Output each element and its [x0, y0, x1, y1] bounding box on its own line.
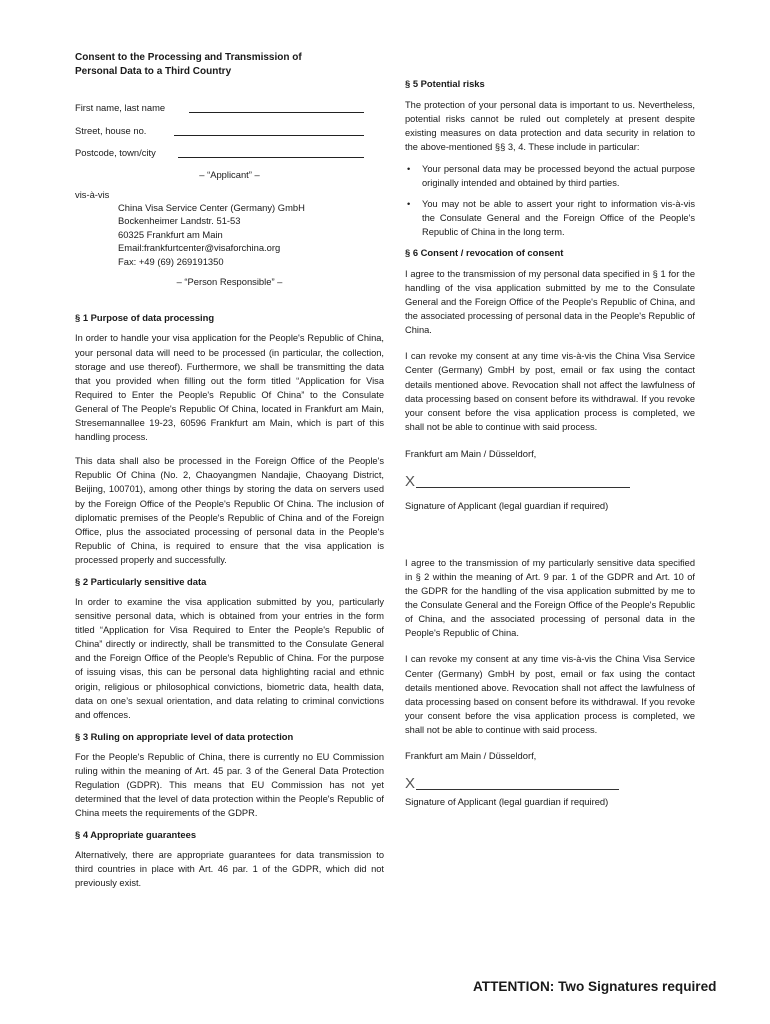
document-title-line-2: Personal Data to a Third Country	[75, 66, 232, 77]
signature-line[interactable]	[416, 789, 619, 790]
left-column	[75, 51, 384, 891]
section-1-paragraph-2: This data shall also be processed in the Foreign Office of the People's Republic Of China (No. 2, Chaoyangmen Nandajie, Chaoyang District, Beijing, 100701), among other things by storing the data on servers used by the Foreign Office of the People's Republic Of China. The inclusion of diplomatic premises of the People's Republic of China and of the Foreign Office, plus the associated processing of personal data in the People's Republic of China, is required to ensure that the visa application is processed properly and successfully.	[75, 456, 384, 565]
right-column	[405, 77, 695, 808]
signature-x-mark: X	[405, 472, 416, 490]
address-fax: Fax: +49 (69) 269191350	[118, 255, 224, 267]
signature-label-2: Signature of Applicant (legal guardian if required)	[405, 796, 609, 807]
section-3-paragraph: For the People's Republic of China, there is currently no EU Commission ruling within the meaning of Art. 45 par. 3 of the General Data Protection Regulation (GDPR). This means that EU Commission has not yet determined that the level of data protection within the People's Republic of China meets the requirements of the GDPR.	[75, 751, 384, 819]
vis-a-vis-label: vis-à-vis	[75, 188, 110, 200]
risk-item-text: Your personal data may be processed beyond the actual purpose originally intended and obtained by third parties.	[422, 164, 695, 189]
postcode-field-label: Postcode, town/city	[75, 147, 156, 158]
section-4-paragraph: Alternatively, there are appropriate guarantees for data transmission to third countries in place with Art. 46 par. 1 of the GDPR, which did not previously exist.	[75, 850, 384, 889]
street-field-row	[75, 124, 384, 147]
revocation-paragraph-1: I can revoke my consent at any time vis-à-vis the China Visa Service Center (Germany) GmbH by post, email or fax using the contact details mentioned above. Revocation shall not affect the lawfulness of data processing based on consent before its withdrawal. If you revoke your consent before the visa application process is completed, we shall not be able to continue with said process.	[405, 351, 695, 432]
bullet-icon: •	[407, 164, 411, 175]
revocation-paragraph-2: I can revoke my consent at any time vis-à-vis the China Visa Service Center (Germany) GmbH by post, email or fax using the contact details mentioned above. Revocation shall not affect the lawfulness of data processing based on consent before its withdrawal. If you revoke your consent before the visa application process is completed, we shall not be able to continue with said process.	[405, 654, 695, 735]
section-5-paragraph: The protection of your personal data is important to us. Nevertheless, potential risks cannot be ruled out completely at present despite existing measures on data protection and data security in relation to the above-mentioned §§ 3, 4. These include in particular:	[405, 100, 695, 153]
list-item	[405, 197, 695, 239]
signature-x-mark: X	[405, 775, 416, 792]
section-3-heading: § 3 Ruling on appropriate level of data protection	[75, 730, 294, 742]
street-field-line[interactable]	[174, 135, 364, 136]
signature-place-1: Frankfurt am Main / Düsseldorf,	[405, 447, 537, 459]
address-line: 60325 Frankfurt am Main	[118, 228, 223, 240]
signature-place-2: Frankfurt am Main / Düsseldorf,	[405, 750, 537, 761]
section-1-paragraph-1: In order to handle your visa application for the People's Republic of China, your personal data will need to be processed (in particular, the collection, storage and use thereof). Furthermore, we shall be transmitting the data that you provided when filling out the form titled “Application for Visa Required to Enter the People's Republic Of China” to the Consulate General of The People's Republic Of China, located in Frankfurt am Main, Stresemannallee 19-23, 60596 Frankfurt am Main, which is part of this handling process.	[75, 333, 384, 443]
section-1-heading: § 1 Purpose of data processing	[75, 312, 215, 324]
address-line: China Visa Service Center (Germany) GmbH	[118, 201, 305, 213]
section-4-heading: § 4 Appropriate guarantees	[75, 829, 197, 841]
person-responsible-label: – “Person Responsible” –	[176, 276, 283, 288]
signature-field-2[interactable]	[405, 775, 695, 801]
section-2-heading: § 2 Particularly sensitive data	[75, 575, 207, 587]
name-field-line[interactable]	[189, 112, 364, 113]
signature-line[interactable]	[416, 487, 630, 488]
consent-paragraph-2: I agree to the transmission of my particularly sensitive data specified in § 2 within the meaning of Art. 9 par. 1 of the GDPR and Art. 10 of the GDPR for the handling of the visa application submitted by me to the Consulate General and the Foreign Office of the People's Republic of China, and the associated processing of personal data in the People's Republic of China.	[405, 557, 695, 639]
postcode-field-line[interactable]	[178, 157, 364, 158]
attention-notice: ATTENTION: Two Signatures required	[473, 979, 717, 994]
section-2-paragraph: In order to examine the visa application submitted by you, particularly sensitive personal data, which is obtained from your entries in the form titled “Application for Visa Required to Enter the People's Republic of China” directly or indirectly, shall be transmitted to the Consulate General and the Foreign Office of the People's Republic of China. For the purpose of issuing visas, this can be personal data highlighting racial and ethnic origin, religious or philosophical convictions, biometric data, health data, data on one’s sexual orientation, and data relating to criminal convictions and offences.	[75, 596, 384, 720]
address-email: Email:frankfurtcenter@visaforchina.org	[118, 242, 281, 254]
name-field-row	[75, 101, 384, 124]
name-field-label: First name, last name	[75, 102, 166, 113]
section-5-heading: § 5 Potential risks	[405, 78, 485, 89]
signature-label-1: Signature of Applicant (legal guardian if required)	[405, 499, 609, 511]
risk-item-text: You may not be able to assert your right to information vis-à-vis the Consulate General and the Foreign Office of the People's Republic of China in the long term.	[422, 198, 695, 237]
risk-list	[405, 162, 695, 238]
list-item	[405, 162, 695, 190]
applicant-label: – “Applicant” –	[199, 168, 260, 180]
document-title-line-1: Consent to the Processing and Transmission of	[75, 52, 302, 63]
postcode-field-row	[75, 146, 384, 169]
address-line: Bockenheimer Landstr. 51-53	[118, 215, 241, 227]
signature-field-1[interactable]	[405, 473, 695, 499]
section-6-heading: § 6 Consent / revocation of consent	[405, 246, 564, 258]
consent-paragraph-1: I agree to the transmission of my personal data specified in § 1 for the handling of the visa application submitted by me to the Consulate General and the Foreign Office of the People's Republic of China, and the associated processing of personal data in the People's Republic of China.	[405, 268, 695, 336]
responsible-address	[75, 201, 384, 269]
street-field-label: Street, house no.	[75, 124, 147, 136]
bullet-icon: •	[407, 198, 411, 209]
